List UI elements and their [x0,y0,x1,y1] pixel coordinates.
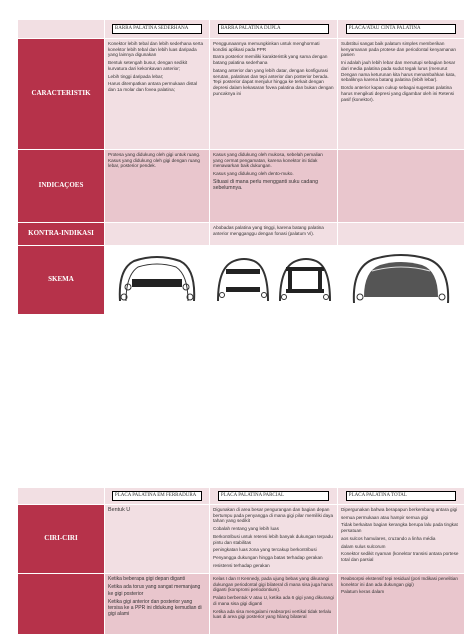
header-cell [209,20,337,38]
header-2: PLACA PALATINA PARCIAL [218,491,329,501]
text: Reabsorpsi ekstensif tepi residual (pori Indikasi penelitian konektor ini dan ada dukungan gigi) [341,576,458,587]
text: Bentuk setengah busur, dengan sedikit kurvatura dari kekonkavan anterior; [108,60,188,71]
text: aos sulcos hamulares, cruzando a linha média [341,535,436,541]
header-cell [104,20,209,38]
cell [209,246,337,314]
row-label: CARACTERISTIK [18,39,104,149]
cell [209,505,337,573]
text: Digunakan di area besar pengurangan dan bagian depan bertumpu pada penyangga di mana gigi pilar memiliki daya tahan yang sedikit [213,507,334,524]
cell [209,39,337,149]
row-skema [18,246,464,315]
text: Dipergunakan bahwa berapapun berkembang antara gigi [341,507,458,512]
cell [337,39,464,149]
table-two [18,488,464,635]
cell [104,150,209,222]
text: Situasi di mana perlu mengganti suku cadang sebelumnya. [213,178,318,192]
text: batang anterior dan yang lebih datar, dengan konfigurasi serutan, palatinas dan tepi anterior dan posterior berada. Tepi posterior dapat menjulur hingga ke terkait dengan depresi dalam kekasaran fovea palatina dan bukan dengan puncaknya ini [213,67,334,96]
cell [337,505,464,573]
text: Tidak berkaitan bagian kerangka berupa lalu pada tingkat persatuan [341,522,458,534]
text: Ini adalah jauh lebih lebar dan menutupi sebagian besar dari media palatina pada sudut tegak lurus (menurut Dengan nama keturunan kita harus menambahkan kata, sebaliknya karena batang palatina (lebih lebar). [341,60,456,83]
text: Lebih tinggi daripada lebar; [108,73,164,79]
text: Abobadas palatina yang tinggi, karena batang palatina anterior mengganggu dengan fonasi (palatum Vi). [213,225,324,236]
text: Konektor lebih tebal dan lebih sederhana serta konektor lebih tebal dan lebih luas daripada yang lainnya digunakan [108,41,204,58]
cell [104,574,209,634]
cell [104,246,209,314]
text: Cobalah rentang yang lebih luas [213,526,279,532]
text: Barra posterior memiliki karakteristik yang sama dengan batang palatina sederhana [213,54,328,66]
palatal-bar-simple-diagram [112,251,202,309]
text: resistensi terhadap gerakan [213,562,270,568]
text: Penyangga dukungan hingga batas terhadap gerakan [213,555,323,561]
header-cell [209,488,337,504]
text: Ketika beberapa gigi depan diganti [108,576,186,582]
text: dalam sulus sulcorum [341,543,386,549]
cell [104,223,209,245]
cell [209,150,337,222]
palatal-plate-diagram [346,251,456,309]
table-one [18,20,464,315]
row-label: INDICAÇOES [18,150,104,222]
text: Kelas I dan II Kennedy, pada ujung bebas yang dikurangi dukungan periodontal gigi bilateral di mana sisa juga harus diganti (kompromi periodontium). [213,576,333,593]
cell [104,39,209,149]
text: semua permukaan atau hampir semua gigi [341,514,429,520]
header-cell [337,488,464,504]
row-indicacoes [18,150,464,223]
text: Substitui sangat baik palatum simples memberikan kenyamanan pada protese dan periodontal kenyamanan pasien [341,41,456,58]
header-corner [18,488,104,504]
text: Ketika ada torus yang sangat memanjang ke gigi posterior [108,584,201,597]
text: Protesa yang didukung oleh gigi untuk ruang. Kasus yang didukung oleh gigi dengan ruang lebar, posterior pendek. [108,152,201,169]
text: Ketika gigi anterior dan posterior yang tersisa ke a PPR ini didukung kemudian di gigi alami [108,598,202,618]
text: Bentuk U [108,507,131,513]
text: Konektor sedikit nyaman (konektor transisi antara portese total dan parsial [341,551,459,563]
palatal-bar-double-diagram [214,251,334,309]
text: Kasus yang didukung oleh dento-muko. [213,171,294,177]
row-caracteristik [18,39,464,150]
cell [337,223,464,245]
table-one-header [18,20,464,39]
text: Penggunaannya memungkinkan untuk menghormati kondisi aplikasi pada PPR [213,41,320,52]
text: peningkatan luas zona yang tercakup berkontribusi [213,547,317,553]
text: Ketika ada sisa mengalami reabsorpsi vertikal tidak terlalu luas di area gigi posterior yang hilang bilateral [213,608,332,620]
row-kontra-indikasi [18,223,464,246]
header-1: PLACA PALATINA EM FERRADURA [112,491,202,501]
row-label: SKEMA [18,246,104,314]
header-1: BARRA PALATINA SEDERHANA [112,24,202,34]
text: Bordo anterior kapan cukup sebagai sugestas palatina harus mengikuti depresi yang digambar oleh ini Retensi pasif (konektor). [341,85,455,102]
text: Kasus yang didukung oleh mukosa, sebelah pemalian yang cermat pengamatan, karena konektor ini tidak menawarkan baik dukungan. [213,152,323,169]
text: Berkontribusi untuk retensi lebih banyak dukungan terpadu pintu dan stabilitas [213,533,333,545]
header-corner [18,20,104,38]
cell [104,505,209,573]
header-3: PLACA/ATAU CINTA PALATINA [346,24,456,34]
header-cell [337,20,464,38]
header-3: PLACA PALATINA TOTAL [346,491,456,501]
cell [337,574,464,634]
row-indications-2 [18,574,464,635]
table-two-header [18,488,464,505]
cell [337,246,464,314]
text: Palato berbentuk V atau U, ketika ada 6 gigi yang dikurangi di mana sisa gigi diganti [213,595,334,606]
row-label [18,574,104,634]
text: Harus ditempatkan antara permukaan distal dan 1a molar dan fovea palatina; [108,81,198,93]
header-cell [104,488,209,504]
cell [337,150,464,222]
cell [209,223,337,245]
row-label: KONTRA-INDIKASI [18,223,104,245]
row-label: CIRI-CIRI [18,505,104,573]
text: Palatum keras dalam [341,589,385,595]
cell [209,574,337,634]
header-2: BARRA PALATINA DUPLA [218,24,329,34]
row-ciri-ciri [18,505,464,574]
